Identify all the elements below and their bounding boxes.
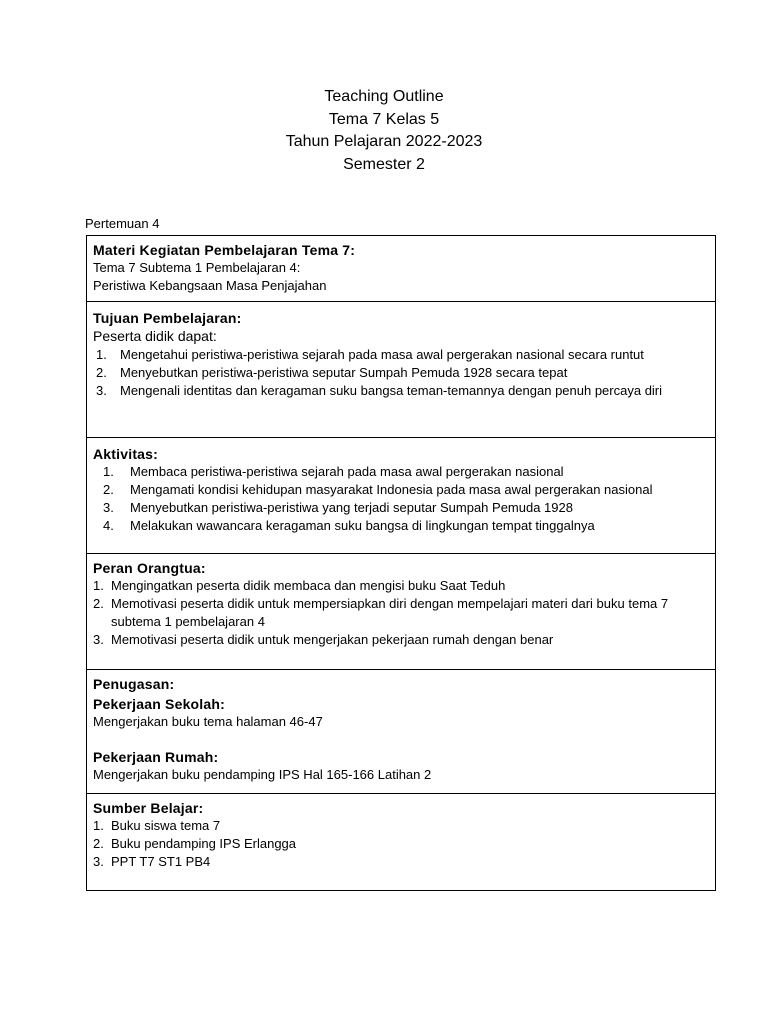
list-item: 3. Mengenali identitas dan keragaman suku bangsa teman-temannya dengan penuh percaya diri	[96, 383, 663, 398]
materi-line-1: Tema 7 Subtema 1 Pembelajaran 4:	[93, 260, 301, 275]
peran-list	[93, 577, 707, 649]
peran-section	[87, 554, 715, 670]
tujuan-intro: Peserta didik dapat:	[93, 328, 217, 344]
aktivitas-list	[93, 463, 707, 535]
outline-table	[86, 235, 716, 891]
materi-line-2: Peristiwa Kebangsaan Masa Penjajahan	[93, 278, 327, 293]
list-item: 2. Mengamati kondisi kehidupan masyarakat Indonesia pada masa awal pergerakan nasional	[103, 482, 653, 497]
sekolah-text: Mengerjakan buku tema halaman 46-47	[93, 714, 323, 729]
list-item: 1. Membaca peristiwa-peristiwa sejarah pada masa awal pergerakan nasional	[103, 464, 564, 479]
list-item: 2. Memotivasi peserta didik untuk mempersiapkan diri dengan mempelajari materi dari buku tema 7 subtema 1 pembelajaran 4	[93, 596, 669, 629]
rumah-heading: Pekerjaan Rumah:	[93, 749, 219, 765]
list-item: 3. Menyebutkan peristiwa-peristiwa yang terjadi seputar Sumpah Pemuda 1928	[103, 500, 573, 515]
tujuan-section	[87, 302, 715, 438]
list-item: 1. Mengingatkan peserta didik membaca dan mengisi buku Saat Teduh	[93, 578, 506, 593]
title-line-1: Teaching Outline	[324, 88, 444, 105]
penugasan-section	[87, 670, 715, 794]
title-line-4: Semester 2	[343, 155, 425, 173]
aktivitas-section	[87, 438, 715, 554]
list-item: 1. Mengetahui peristiwa-peristiwa sejarah pada masa awal pergerakan nasional secara runtut	[96, 347, 644, 362]
list-item: 3. PPT T7 ST1 PB4	[93, 854, 211, 869]
materi-section	[87, 236, 715, 302]
document-title-block	[0, 86, 768, 176]
materi-heading: Materi Kegiatan Pembelajaran Tema 7:	[93, 242, 356, 258]
list-item: 4. Melakukan wawancara keragaman suku bangsa di lingkungan tempat tinggalnya	[103, 518, 595, 533]
tujuan-list	[93, 346, 707, 400]
rumah-text: Mengerjakan buku pendamping IPS Hal 165-166 Latihan 2	[93, 767, 432, 782]
meeting-label: Pertemuan 4	[85, 216, 160, 231]
aktivitas-heading: Aktivitas:	[93, 446, 159, 462]
sekolah-heading: Pekerjaan Sekolah:	[93, 696, 225, 712]
sumber-heading: Sumber Belajar:	[93, 800, 204, 816]
sumber-section	[87, 794, 715, 889]
tujuan-heading: Tujuan Pembelajaran:	[93, 310, 242, 326]
title-line-2: Tema 7 Kelas 5	[328, 110, 440, 128]
list-item: 3. Memotivasi peserta didik untuk mengerjakan pekerjaan rumah dengan benar	[93, 632, 554, 647]
list-item: 2. Buku pendamping IPS Erlangga	[93, 836, 297, 851]
peran-heading: Peran Orangtua:	[93, 560, 206, 576]
title-line-3: Tahun Pelajaran 2022-2023	[285, 133, 483, 150]
sumber-list	[93, 817, 707, 871]
penugasan-heading: Penugasan:	[93, 676, 175, 692]
list-item: 2. Menyebutkan peristiwa-peristiwa seputar Sumpah Pemuda 1928 secara tepat	[96, 365, 568, 380]
list-item: 1. Buku siswa tema 7	[93, 818, 221, 833]
